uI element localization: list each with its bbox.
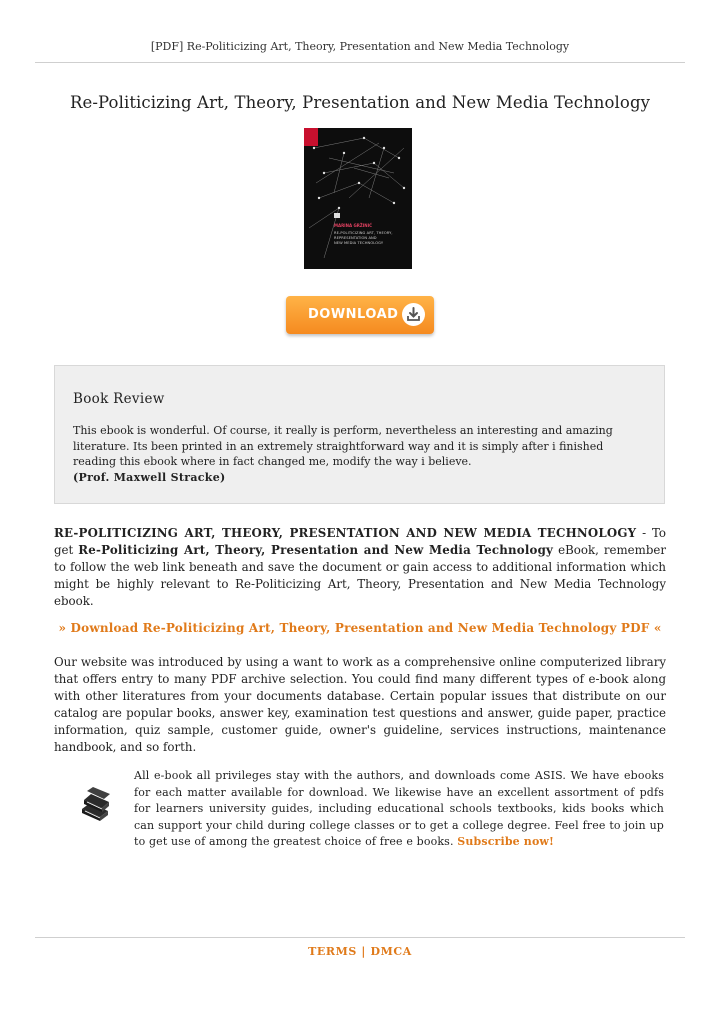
- download-pdf-link[interactable]: » Download Re-Politicizing Art, Theory, Presentation and New Media Technology PDF «: [58, 621, 662, 635]
- book-review-box: [54, 365, 665, 504]
- dmca-link[interactable]: DMCA: [370, 945, 412, 958]
- footer-separator: |: [361, 945, 367, 958]
- footer-text: All e-book all privileges stay with the authors, and downloads come ASIS. We have ebooks for each matter available for download. We likewise have an excellent assortment of pdfs for learners university guides, including educational schools textbooks, kids books which can support your child during college classes or to get a college degree. Feel free to join up to get use of among the greatest choice of free e books.: [134, 769, 664, 848]
- intro-paragraph: [54, 525, 666, 610]
- intro-caps-title: RE-POLITICIZING ART, THEORY, PRESENTATION AND NEW MEDIA TECHNOLOGY: [54, 526, 637, 540]
- books-icon: [78, 787, 112, 821]
- review-body: [73, 423, 648, 485]
- footer-links: [0, 945, 720, 958]
- cover-network-graphic: [304, 128, 412, 269]
- subscribe-link[interactable]: Subscribe now!: [457, 835, 555, 848]
- cover-title-line: NEW MEDIA TECHNOLOGY: [334, 241, 384, 245]
- review-author: (Prof. Maxwell Stracke): [73, 470, 226, 484]
- cover-author: MARINA GRŽINIĆ: [334, 223, 373, 228]
- review-text: This ebook is wonderful. Of course, it really is perform, nevertheless an interesting and amazing literature. Its been printed in an extremely straightforward way and it is simply after i finished reading this ebook where in fact changed me, modify the way i believe.: [73, 424, 613, 469]
- footer-divider: [35, 937, 685, 938]
- document-header: [PDF] Re-Politicizing Art, Theory, Presentation and New Media Technology: [150, 40, 570, 53]
- cover-title-line: REPRESENTATION AND: [334, 236, 377, 240]
- footer-paragraph: [134, 768, 664, 851]
- book-cover: [304, 128, 412, 269]
- terms-link[interactable]: TERMS: [308, 945, 357, 958]
- intro-bold-title: Re-Politicizing Art, Theory, Presentation and New Media Technology: [78, 543, 554, 557]
- download-button-label: DOWNLOAD: [308, 307, 399, 322]
- cover-title-line: RE-POLITICIZING ART, THEORY,: [334, 231, 393, 235]
- download-icon: [402, 303, 425, 326]
- page-title: Re-Politicizing Art, Theory, Presentation and New Media Technology: [69, 93, 651, 112]
- download-button[interactable]: [286, 296, 434, 334]
- cover-red-block: [304, 128, 318, 146]
- intro-to-get: - To get: [54, 526, 666, 557]
- cover-publisher-badge: [334, 213, 340, 218]
- header-divider: [35, 62, 685, 63]
- intro-rest: eBook, remember to follow the web link beneath and save the document or gain access to additional information which might be highly relevant to Re-Politicizing Art, Theory, Presentation and New Media Technology ebook.: [54, 543, 666, 608]
- review-heading: Book Review: [73, 391, 165, 407]
- website-paragraph: Our website was introduced by using a want to work as a comprehensive online computerized library that offers entry to many PDF archive selection. You could find many different types of e-book along with other literatures from your documents database. Certain popular issues that distribute on our catalog are popular books, answer key, examination test questions and answer, guide paper, practice information, quiz sample, customer guide, owner's guideline, services instructions, maintenance handbook, and so forth.: [54, 655, 666, 754]
